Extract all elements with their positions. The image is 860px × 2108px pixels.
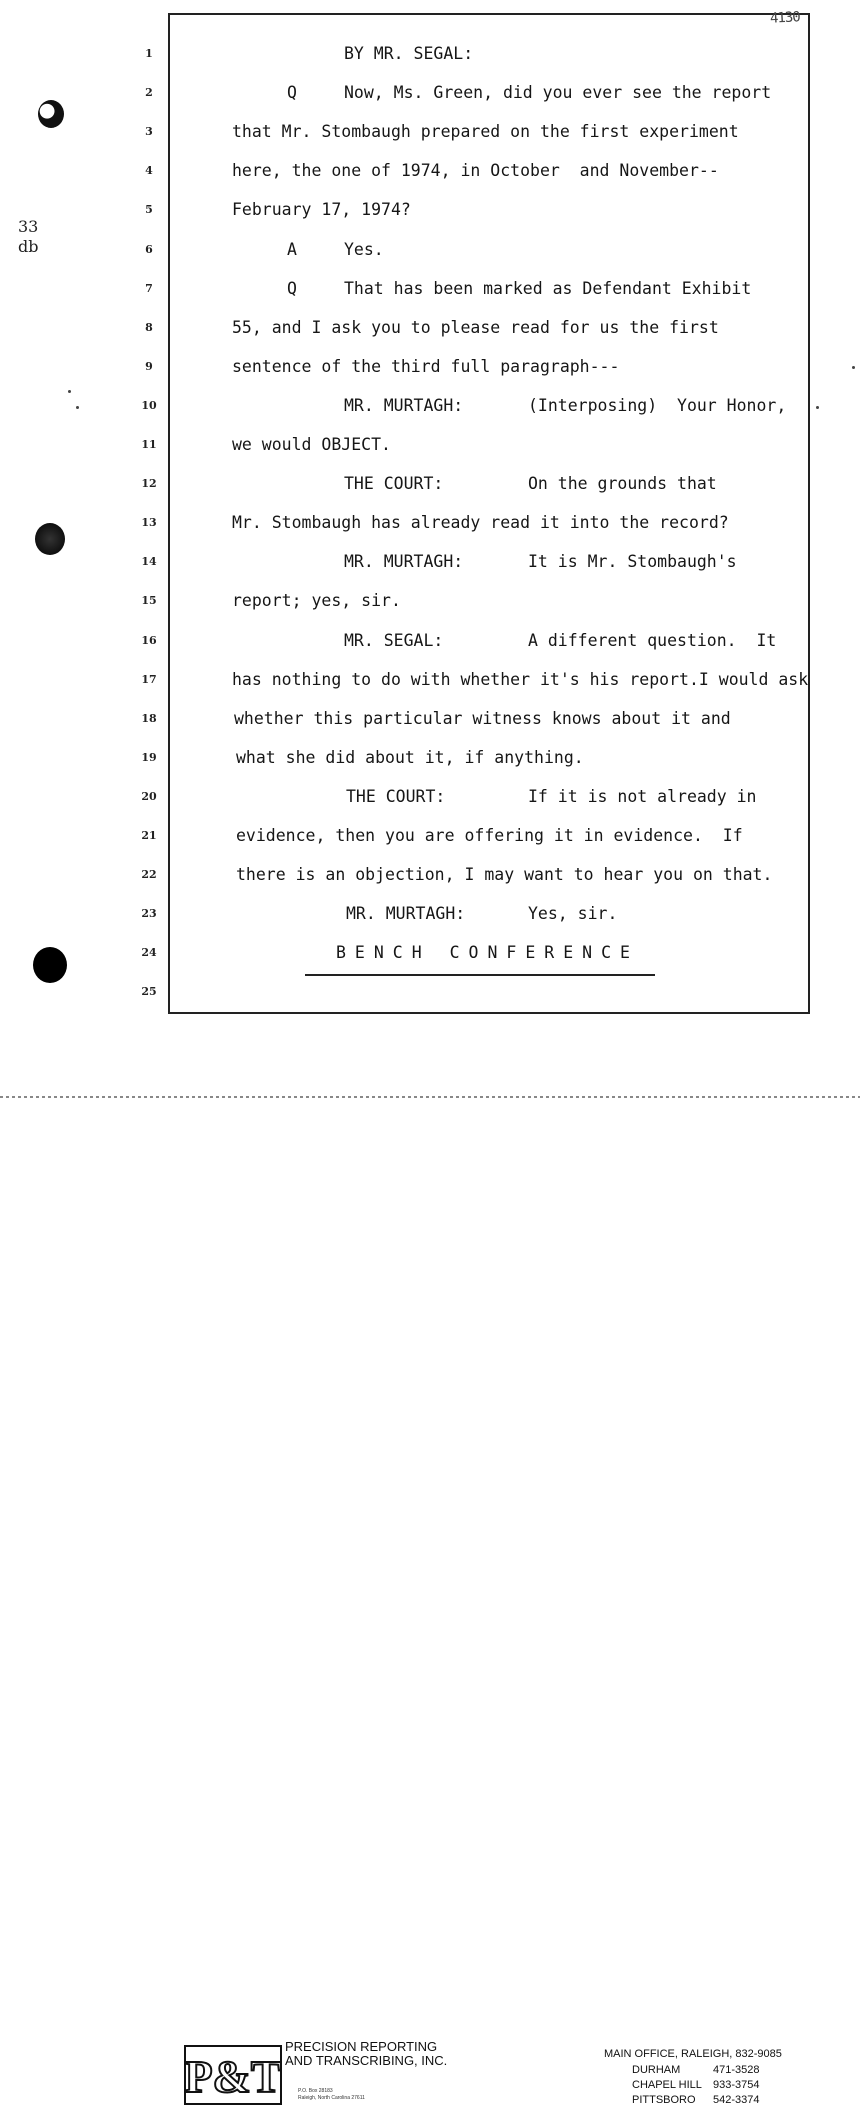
line-number: 20 xyxy=(141,790,157,803)
line-number: 8 xyxy=(145,321,153,334)
scan-speck xyxy=(68,390,71,393)
punch-hole-middle xyxy=(35,523,65,555)
address-line1: P.O. Box 28183 xyxy=(298,2088,333,2094)
frame-bottom-rule xyxy=(168,1012,810,1014)
company-address xyxy=(298,2088,365,2102)
transcript-line-text: that Mr. Stombaugh prepared on the first experiment xyxy=(232,122,739,141)
transcript-line-text: 55, and I ask you to please read for us the first xyxy=(232,318,719,337)
transcript-line-text: report; yes, sir. xyxy=(232,591,401,610)
company-name-line1: PRECISION REPORTING xyxy=(285,2039,438,2054)
logo-lettering: P&T xyxy=(184,2051,282,2102)
office-phone: 471-3528 xyxy=(713,2064,760,2076)
line-number: 10 xyxy=(141,399,157,412)
company-name-line2: AND TRANSCRIBING, INC. xyxy=(285,2053,448,2068)
scan-speck xyxy=(852,366,855,369)
line-number: 23 xyxy=(141,907,157,920)
line-number: 7 xyxy=(145,282,153,295)
line-number: 12 xyxy=(141,477,157,490)
transcript-line-text: February 17, 1974? xyxy=(232,200,411,219)
company-name xyxy=(285,2040,447,2068)
line-number: 15 xyxy=(141,594,157,607)
transcript-line-text: If it is not already in xyxy=(528,787,757,806)
main-office-line: MAIN OFFICE, RALEIGH, 832-9085 xyxy=(604,2048,782,2060)
transcript-line-text: MR. MURTAGH: xyxy=(344,552,464,571)
transcript-line-text: Yes. xyxy=(344,240,384,259)
transcript-line-text: sentence of the third full paragraph--- xyxy=(232,357,620,376)
frame-left-rule xyxy=(168,13,170,1013)
office-city: CHAPEL HILL xyxy=(632,2079,702,2091)
transcript-line-text: here, the one of 1974, in October and November-- xyxy=(232,161,719,180)
transcript-line-text: Yes, sir. xyxy=(528,904,618,923)
line-number: 11 xyxy=(141,438,157,451)
margin-note-number: 33 xyxy=(18,217,39,236)
office-city: PITTSBORO xyxy=(632,2094,696,2106)
scan-speck xyxy=(816,406,819,409)
punch-hole-bottom xyxy=(33,947,67,983)
line-number: 22 xyxy=(141,868,157,881)
line-number: 2 xyxy=(145,86,153,99)
transcript-line-text: (Interposing) Your Honor, xyxy=(528,396,787,415)
transcript-line-text: we would OBJECT. xyxy=(232,435,391,454)
transcript-line-text: THE COURT: xyxy=(344,474,444,493)
transcript-line-text: Q xyxy=(287,83,297,102)
transcript-line-text: MR. MURTAGH: xyxy=(344,396,464,415)
line-number: 16 xyxy=(141,634,157,647)
punch-hole-top xyxy=(38,100,64,128)
transcript-line-text: Mr. Stombaugh has already read it into the record? xyxy=(232,513,729,532)
line-number: 25 xyxy=(141,985,157,998)
transcript-line-text: A different question. It xyxy=(528,631,777,650)
line-number: 6 xyxy=(145,243,153,256)
line-number: 21 xyxy=(141,829,157,842)
line-number: 19 xyxy=(141,751,157,764)
transcript-line-text: evidence, then you are offering it in evidence. If xyxy=(236,826,743,845)
transcript-line-text: BENCH CONFERENCE xyxy=(336,943,639,962)
transcript-line-text: A xyxy=(287,240,297,259)
address-line2: Raleigh, North Carolina 27611 xyxy=(298,2095,365,2101)
frame-right-rule xyxy=(808,13,810,1013)
reporter-footer xyxy=(0,1018,860,2106)
transcript-line-text: has nothing to do with whether it's his report.I would ask xyxy=(232,670,809,689)
transcript-line-text: THE COURT: xyxy=(346,787,446,806)
margin-note-initials: db xyxy=(18,237,39,256)
page-bottom-edge xyxy=(0,1096,860,1098)
transcript-line-text: what she did about it, if anything. xyxy=(236,748,584,767)
page-folio-number: 4130 xyxy=(769,9,801,27)
transcript-line-text: On the grounds that xyxy=(528,474,717,493)
office-city: DURHAM xyxy=(632,2064,681,2076)
line-number: 4 xyxy=(145,164,153,177)
line-number: 1 xyxy=(145,47,153,60)
scan-speck xyxy=(76,406,79,409)
line-number: 24 xyxy=(141,946,157,959)
transcript-line-text: MR. MURTAGH: xyxy=(346,904,466,923)
line-number: 5 xyxy=(145,203,153,216)
reporter-logo xyxy=(183,2042,283,2108)
transcript-line-text: MR. SEGAL: xyxy=(344,631,444,650)
transcript-line-text: Q xyxy=(287,279,297,298)
office-phone: 933-3754 xyxy=(713,2079,760,2091)
transcript-line-text: whether this particular witness knows about it and xyxy=(234,709,731,728)
transcript-line-text: It is Mr. Stombaugh's xyxy=(528,552,737,571)
bench-conference-rule xyxy=(305,974,655,976)
line-number: 3 xyxy=(145,125,153,138)
transcript-line-text: That has been marked as Defendant Exhibit xyxy=(344,279,752,298)
transcript-line-text: Now, Ms. Green, did you ever see the report xyxy=(344,83,772,102)
line-number: 18 xyxy=(141,712,157,725)
frame-top-rule xyxy=(168,13,808,15)
line-number: 14 xyxy=(141,555,157,568)
line-number: 9 xyxy=(145,360,153,373)
line-number: 17 xyxy=(141,673,157,686)
transcript-line-text: BY MR. SEGAL: xyxy=(344,44,474,63)
line-number: 13 xyxy=(141,516,157,529)
transcript-line-text: there is an objection, I may want to hear you on that. xyxy=(236,865,773,884)
office-phone: 542-3374 xyxy=(713,2094,760,2106)
